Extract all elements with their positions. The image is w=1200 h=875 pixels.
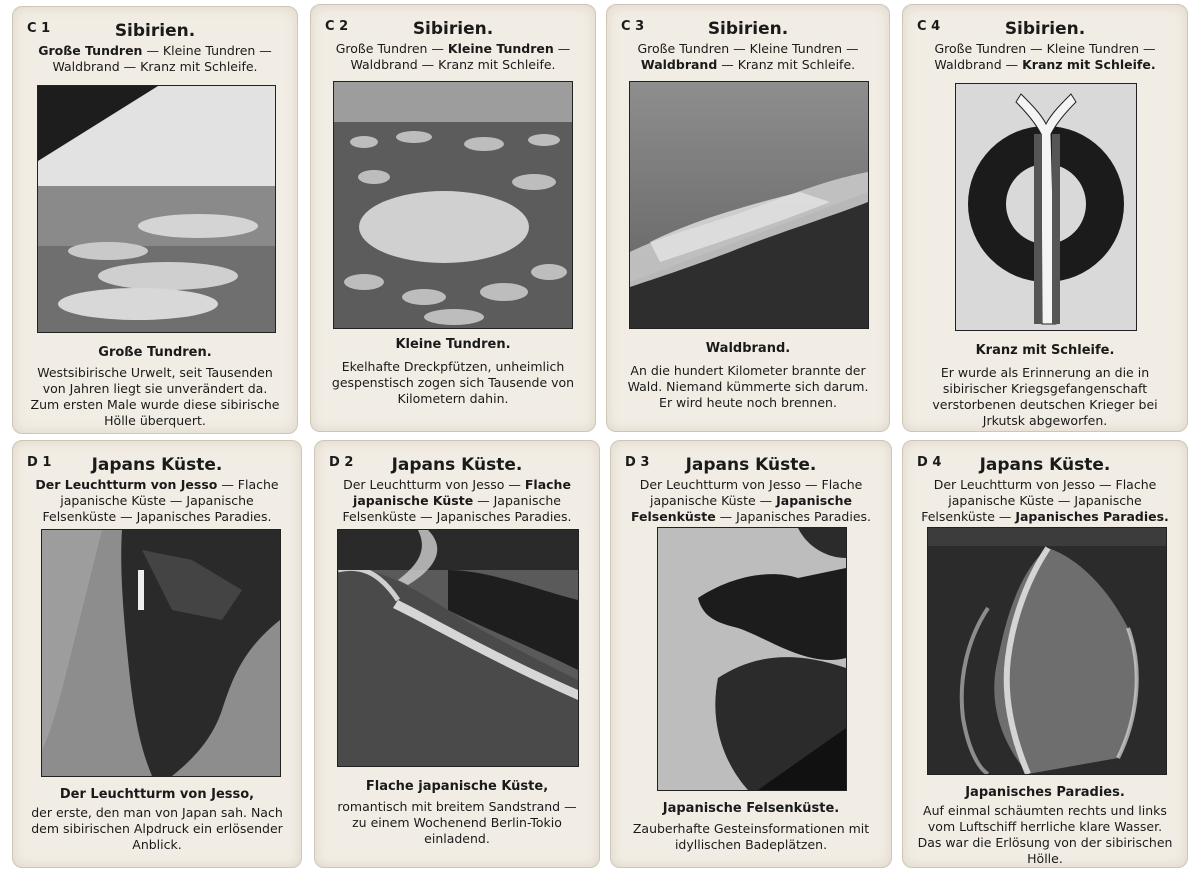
card-caption: Waldbrand. bbox=[705, 341, 791, 356]
card-description: Ekelhafte Dreckpfützen, unheimlich gespenstisch zogen sich Tausende von Kilometern dahin. bbox=[331, 359, 575, 406]
card-title: Sibirien. bbox=[412, 19, 494, 39]
subtitle-text: Große Tundren — bbox=[335, 41, 448, 56]
card-description: Zauberhafte Gesteinsformationen mit idyllischen Badeplätzen. bbox=[632, 821, 870, 852]
photo-japanese-paradise bbox=[927, 527, 1167, 775]
card-subtitle bbox=[619, 41, 877, 73]
card-subtitle bbox=[25, 477, 289, 525]
card-caption: Große Tundren. bbox=[98, 345, 212, 360]
card-description: An die hundert Kilometer brannte der Wald. Niemand kümmerte sich darum. Er wird heute noch brennen. bbox=[627, 363, 869, 410]
photo-wreath-with-ribbon bbox=[955, 83, 1137, 331]
card-code: D 3 bbox=[625, 455, 650, 470]
card-c2 bbox=[310, 4, 596, 432]
subtitle-highlight: Große Tundren bbox=[38, 43, 143, 58]
card-title: Japans Küste. bbox=[91, 455, 223, 475]
card-caption: Kleine Tundren. bbox=[395, 337, 511, 352]
subtitle-text: Große Tundren — Kleine Tundren — bbox=[637, 41, 859, 56]
card-c4 bbox=[902, 4, 1188, 432]
subtitle-text: Der Leuchtturm von Jesso — Flache japanische Küste — Japanische Felsenküste — bbox=[921, 477, 1157, 524]
subtitle-text: — Flache japanische Küste — Japanische Felsenküste — Japanisches Paradies. bbox=[42, 477, 279, 524]
subtitle-highlight: Japanische Felsenküste bbox=[630, 493, 853, 524]
photo-forest-fire bbox=[629, 81, 869, 329]
photo-japanese-rocky-coast bbox=[657, 527, 847, 791]
card-caption: Japanische Felsenküste. bbox=[662, 801, 840, 816]
photo-flat-japanese-coast bbox=[337, 529, 579, 767]
card-d2 bbox=[314, 440, 600, 868]
card-c3 bbox=[606, 4, 890, 432]
card-title: Sibirien. bbox=[707, 19, 789, 39]
card-code: D 1 bbox=[27, 455, 52, 470]
subtitle-highlight: Kleine Tundren bbox=[447, 41, 554, 56]
photo-small-tundra bbox=[333, 81, 573, 329]
photo-lighthouse-of-jesso bbox=[41, 529, 281, 777]
subtitle-text: Der Leuchtturm von Jesso — Flache japanische Küste — bbox=[639, 477, 863, 508]
card-code: C 3 bbox=[621, 19, 645, 34]
card-subtitle bbox=[25, 43, 285, 75]
subtitle-text: — Japanisches Paradies. bbox=[715, 509, 871, 524]
photo-great-tundra bbox=[37, 85, 276, 333]
card-title: Japans Küste. bbox=[979, 455, 1111, 475]
card-code: D 2 bbox=[329, 455, 354, 470]
subtitle-highlight: Der Leuchtturm von Jesso bbox=[35, 477, 218, 492]
card-title: Sibirien. bbox=[114, 21, 196, 41]
subtitle-text: Der Leuchtturm von Jesso — bbox=[343, 477, 525, 492]
card-subtitle bbox=[327, 477, 587, 525]
card-title: Sibirien. bbox=[1004, 19, 1086, 39]
card-caption: Japanisches Paradies. bbox=[965, 785, 1125, 800]
subtitle-highlight: Flache japanische Küste bbox=[353, 477, 571, 508]
subtitle-text: — Kranz mit Schleife. bbox=[717, 57, 856, 72]
card-description: Westsibirische Urwelt, seit Tausenden von Jahren liegt sie unverändert da. Zum ersten Male wurde diese sibirische Hölle überquert. bbox=[30, 365, 280, 428]
card-d3 bbox=[610, 440, 892, 868]
card-d4 bbox=[902, 440, 1188, 868]
subtitle-text: Große Tundren — Kleine Tundren — Waldbrand — bbox=[934, 41, 1156, 72]
card-code: C 1 bbox=[27, 21, 51, 36]
card-c1 bbox=[12, 6, 298, 434]
card-subtitle bbox=[623, 477, 879, 525]
card-caption: Flache japanische Küste, bbox=[365, 779, 549, 794]
card-description: romantisch mit breitem Sandstrand — zu einem Wochenend Berlin-Tokio einladend. bbox=[337, 799, 577, 846]
subtitle-text: — Japanische Felsenküste — Japanisches Paradies. bbox=[342, 493, 572, 524]
card-subtitle bbox=[915, 477, 1175, 525]
card-subtitle bbox=[323, 41, 583, 73]
card-caption: Der Leuchtturm von Jesso, bbox=[59, 787, 255, 802]
card-description: Auf einmal schäumten rechts und links vom Luftschiff herrliche klare Wasser. Das war die Erlösung von der sibirischen Hölle. bbox=[917, 803, 1173, 866]
card-description: der erste, den man von Japan sah. Nach dem sibirischen Alpdruck ein erlösender Anblick. bbox=[31, 805, 283, 852]
card-caption: Kranz mit Schleife. bbox=[975, 343, 1115, 358]
card-code: C 4 bbox=[917, 19, 941, 34]
card-d1 bbox=[12, 440, 302, 868]
subtitle-highlight: Kranz mit Schleife. bbox=[1022, 57, 1156, 72]
card-title: Japans Küste. bbox=[685, 455, 817, 475]
card-subtitle bbox=[915, 41, 1175, 73]
card-code: D 4 bbox=[917, 455, 942, 470]
card-code: C 2 bbox=[325, 19, 349, 34]
subtitle-highlight: Japanisches Paradies. bbox=[1015, 509, 1169, 524]
subtitle-highlight: Waldbrand bbox=[640, 57, 718, 72]
subtitle-text: — Waldbrand — Kranz mit Schleife. bbox=[350, 41, 571, 72]
card-title: Japans Küste. bbox=[391, 455, 523, 475]
card-description: Er wurde als Erinnerung an die in sibirischer Kriegsgefangenschaft verstorbenen deutschen Krieger bei Jrkutsk abgeworfen. bbox=[932, 365, 1158, 428]
subtitle-text: — Kleine Tundren — Waldbrand — Kranz mit Schleife. bbox=[52, 43, 272, 74]
